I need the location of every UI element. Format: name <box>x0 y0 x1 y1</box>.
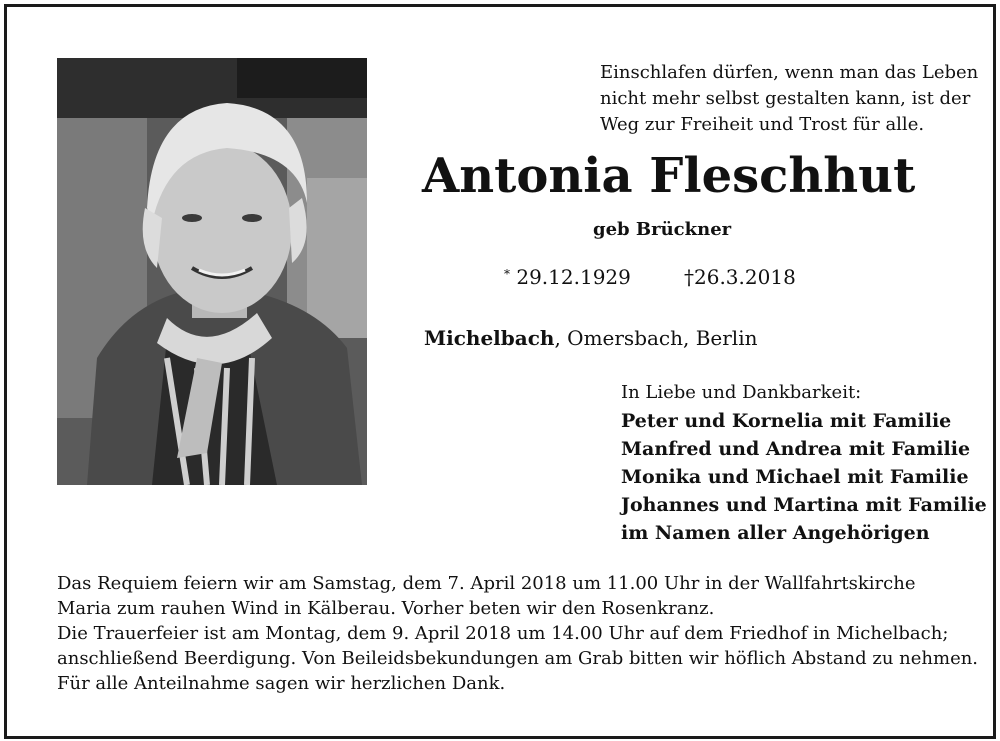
announcement-line: Das Requiem feiern wir am Samstag, dem 7. April 2018 um 11.00 Uhr in der Wallfahrtskirche <box>57 573 916 594</box>
places-line <box>424 326 757 350</box>
mourner-family: im Namen aller Angehörigen <box>621 522 930 544</box>
poem-line: Weg zur Freiheit und Trost für alle. <box>600 114 925 135</box>
mourner-family: Peter und Kornelia mit Familie <box>621 410 952 432</box>
poem-line: Einschlafen dürfen, wenn man das Leben <box>600 62 979 83</box>
poem-line: nicht mehr selbst gestalten kann, ist der <box>600 88 971 109</box>
birth-symbol: * <box>504 267 510 281</box>
deceased-name: Antonia Fleschhut <box>422 148 916 204</box>
announcement-line: anschließend Beerdigung. Von Beileidsbekundungen am Grab bitten wir höflich Abstand zu nehmen. <box>57 648 979 669</box>
mourner-family: Manfred und Andrea mit Familie <box>621 438 971 460</box>
announcement-line: Maria zum rauhen Wind in Kälberau. Vorher beten wir den Rosenkranz. <box>57 598 715 619</box>
maiden-name: geb Brückner <box>593 219 732 240</box>
mourners-intro: In Liebe und Dankbarkeit: <box>621 382 862 403</box>
birth-date <box>504 265 631 289</box>
mourners-block <box>621 379 987 547</box>
announcement-text <box>57 571 977 696</box>
birth-date-value: 29.12.1929 <box>516 265 631 289</box>
death-date <box>684 265 796 289</box>
mourner-family: Johannes und Martina mit Familie <box>621 494 987 516</box>
portrait-photo <box>57 58 367 485</box>
primary-place: Michelbach <box>424 326 555 350</box>
poem-verse <box>600 60 980 138</box>
mourner-family: Monika und Michael mit Familie <box>621 466 969 488</box>
other-places: , Omersbach, Berlin <box>554 326 758 350</box>
death-date-value: 26.3.2018 <box>694 265 796 289</box>
death-symbol: † <box>684 265 694 289</box>
announcement-line: Für alle Anteilnahme sagen wir herzlichen Dank. <box>57 673 506 694</box>
announcement-line: Die Trauerfeier ist am Montag, dem 9. April 2018 um 14.00 Uhr auf dem Friedhof in Michelbach; <box>57 623 949 644</box>
